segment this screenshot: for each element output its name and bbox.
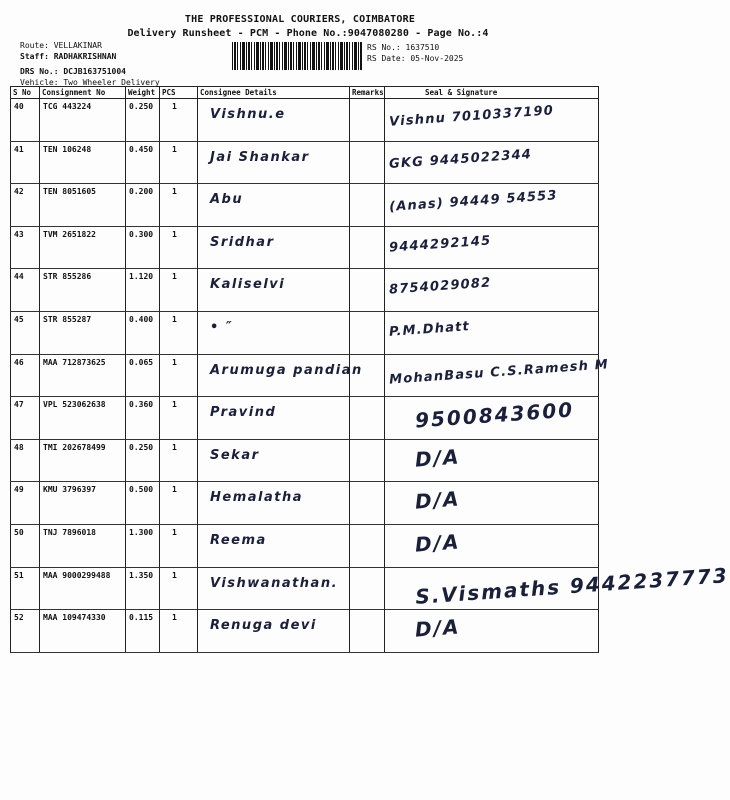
handwritten-signature: S.Vismaths 9442237773 [414,562,730,609]
header-seal: Seal & Signature [385,87,599,99]
handwritten-consignee: Sekar [210,447,260,463]
cell-consignment: TMI 202678499 [40,439,126,482]
cell-consignee [198,567,350,610]
handwritten-consignee: Vishnu.e [210,107,286,122]
cell-pcs: 1 [160,397,198,440]
cell-sno: 49 [11,482,40,525]
handwritten-consignee: Kaliselvi [210,277,286,293]
cell-pcs: 1 [160,99,198,142]
cell-sno: 43 [11,226,40,269]
delivery-table [10,86,730,653]
cell-pcs: 1 [160,184,198,227]
cell-pcs: 1 [160,439,198,482]
cell-remarks [350,482,385,525]
cell-consignment: VPL 523062638 [40,397,126,440]
cell-consignee [198,354,363,397]
cell-sno: 46 [11,354,40,397]
cell-consignment: TEN 106248 [40,141,126,184]
table-row [11,567,599,610]
cell-signature [385,226,599,269]
handwritten-consignee: Arumuga pandian [210,362,363,378]
handwritten-signature: MohanBasu C.S.Ramesh M [388,356,610,388]
cell-signature [385,184,599,227]
handwritten-signature: Vishnu 7010337190 [388,103,555,130]
handwritten-consignee: • ″ [210,319,234,335]
cell-signature [385,141,599,184]
handwritten-consignee: Abu [210,192,244,208]
table-row [11,397,599,440]
cell-weight: 0.300 [126,226,160,269]
cell-weight: 1.300 [126,524,160,567]
cell-remarks [350,567,385,610]
handwritten-consignee: Pravind [210,405,277,421]
header-sno: S No [11,87,40,99]
handwritten-signature: D/A [414,486,462,514]
cell-pcs: 1 [160,567,198,610]
cell-weight: 0.250 [126,99,160,142]
cell-signature [385,562,730,610]
cell-consignee [198,397,350,440]
rs-info [367,42,463,64]
handwritten-signature: GKG 9445022344 [388,146,533,172]
cell-remarks [350,269,385,312]
cell-weight: 1.120 [126,269,160,312]
handwritten-signature: D/A [414,614,462,642]
cell-consignment: TVM 2651822 [40,226,126,269]
table-row [11,610,599,653]
header-remarks: Remarks [350,87,385,99]
handwritten-signature: (Anas) 94449 54553 [388,188,559,216]
handwritten-signature: 8754029082 [388,275,492,298]
company-title: THE PROFESSIONAL COURIERS, COIMBATORE [184,14,416,25]
cell-signature [385,524,599,567]
table-row [11,269,599,312]
handwritten-signature: D/A [414,444,462,472]
cell-consignment: MAA 712873625 [40,354,126,397]
barcode [232,42,362,70]
handwritten-signature: 9444292145 [388,233,492,256]
cell-weight: 0.200 [126,184,160,227]
runsheet-title: Delivery Runsheet - PCM - Phone No.:9047080280 - Page No.:4 [127,28,489,39]
cell-consignment: STR 855287 [40,311,126,354]
cell-consignment: TCG 443224 [40,99,126,142]
cell-consignment: MAA 9000299488 [40,567,126,610]
header-consignment: Consignment No [40,87,126,99]
handwritten-signature: D/A [414,529,462,557]
cell-signature [385,354,610,397]
cell-remarks [350,610,385,653]
cell-pcs: 1 [160,482,198,525]
cell-pcs: 1 [160,141,198,184]
table-row [11,99,599,142]
cell-sno: 45 [11,311,40,354]
table-row [11,524,599,567]
header-pcs: PCS [160,87,198,99]
cell-weight: 0.250 [126,439,160,482]
vehicle: Vehicle: Two Wheeler Delivery [20,78,160,87]
table-row [11,226,599,269]
cell-weight: 1.350 [126,567,160,610]
cell-consignee [198,184,350,227]
cell-remarks [350,524,385,567]
cell-weight: 0.065 [126,354,160,397]
cell-consignee [198,524,350,567]
cell-signature [385,439,599,482]
cell-consignment: STR 855286 [40,269,126,312]
cell-remarks [350,439,385,482]
table-row [11,311,599,354]
staff: Staff: RADHAKRISHNAN [20,52,117,61]
cell-pcs: 1 [160,269,198,312]
cell-consignee [198,99,350,142]
cell-consignee [198,610,350,653]
handwritten-consignee: Reema [210,532,267,548]
rs-date: RS Date: 05-Nov-2025 [367,54,464,63]
header-details: Consignee Details [198,87,350,99]
handwritten-consignee: Vishwanathan. [210,575,339,591]
handwritten-signature: 9500843600 [414,397,575,433]
handwritten-consignee: Renuga devi [210,618,317,634]
cell-sno: 51 [11,567,40,610]
header-weight: Weight [126,87,160,99]
handwritten-consignee: Sridhar [210,234,275,250]
cell-signature [385,482,599,525]
cell-sno: 42 [11,184,40,227]
handwritten-consignee: Hemalatha [210,490,303,506]
cell-remarks [350,184,385,227]
cell-consignee [198,439,350,482]
table-row [11,482,599,525]
cell-remarks [350,141,385,184]
cell-sno: 48 [11,439,40,482]
cell-signature [385,99,599,142]
cell-signature [385,397,599,440]
cell-signature [385,311,599,354]
cell-consignee [198,269,350,312]
cell-sno: 40 [11,99,40,142]
cell-consignment: KMU 3796397 [40,482,126,525]
cell-weight: 0.360 [126,397,160,440]
cell-weight: 0.450 [126,141,160,184]
cell-weight: 0.400 [126,311,160,354]
cell-sno: 44 [11,269,40,312]
cell-pcs: 1 [160,524,198,567]
route-info [20,40,160,88]
cell-pcs: 1 [160,610,198,653]
cell-pcs: 1 [160,226,198,269]
table-row [11,354,599,397]
route: Route: VELLAKINAR [20,41,102,50]
cell-consignee [198,141,350,184]
table-row [11,439,599,482]
drs-number: DRS No.: DCJB163751004 [20,67,126,76]
cell-signature [385,610,599,653]
cell-weight: 0.115 [126,610,160,653]
cell-consignment: MAA 109474330 [40,610,126,653]
cell-weight: 0.500 [126,482,160,525]
cell-remarks [350,311,385,354]
cell-sno: 47 [11,397,40,440]
table-row [11,141,599,184]
table-row [11,184,599,227]
cell-pcs: 1 [160,354,198,397]
cell-pcs: 1 [160,311,198,354]
cell-remarks [350,397,385,440]
handwritten-signature: P.M.Dhatt [388,319,471,340]
cell-consignee [198,482,350,525]
cell-consignee [198,311,350,354]
cell-consignee [198,226,350,269]
cell-remarks [350,226,385,269]
cell-sno: 52 [11,610,40,653]
rs-number: RS No.: 1637510 [367,43,440,52]
cell-remarks [350,99,385,142]
cell-sno: 50 [11,524,40,567]
cell-signature [385,269,599,312]
table-header-row [11,87,599,99]
cell-consignment: TNJ 7896018 [40,524,126,567]
handwritten-consignee: Jai Shankar [210,149,310,165]
cell-sno: 41 [11,141,40,184]
cell-consignment: TEN 8051605 [40,184,126,227]
